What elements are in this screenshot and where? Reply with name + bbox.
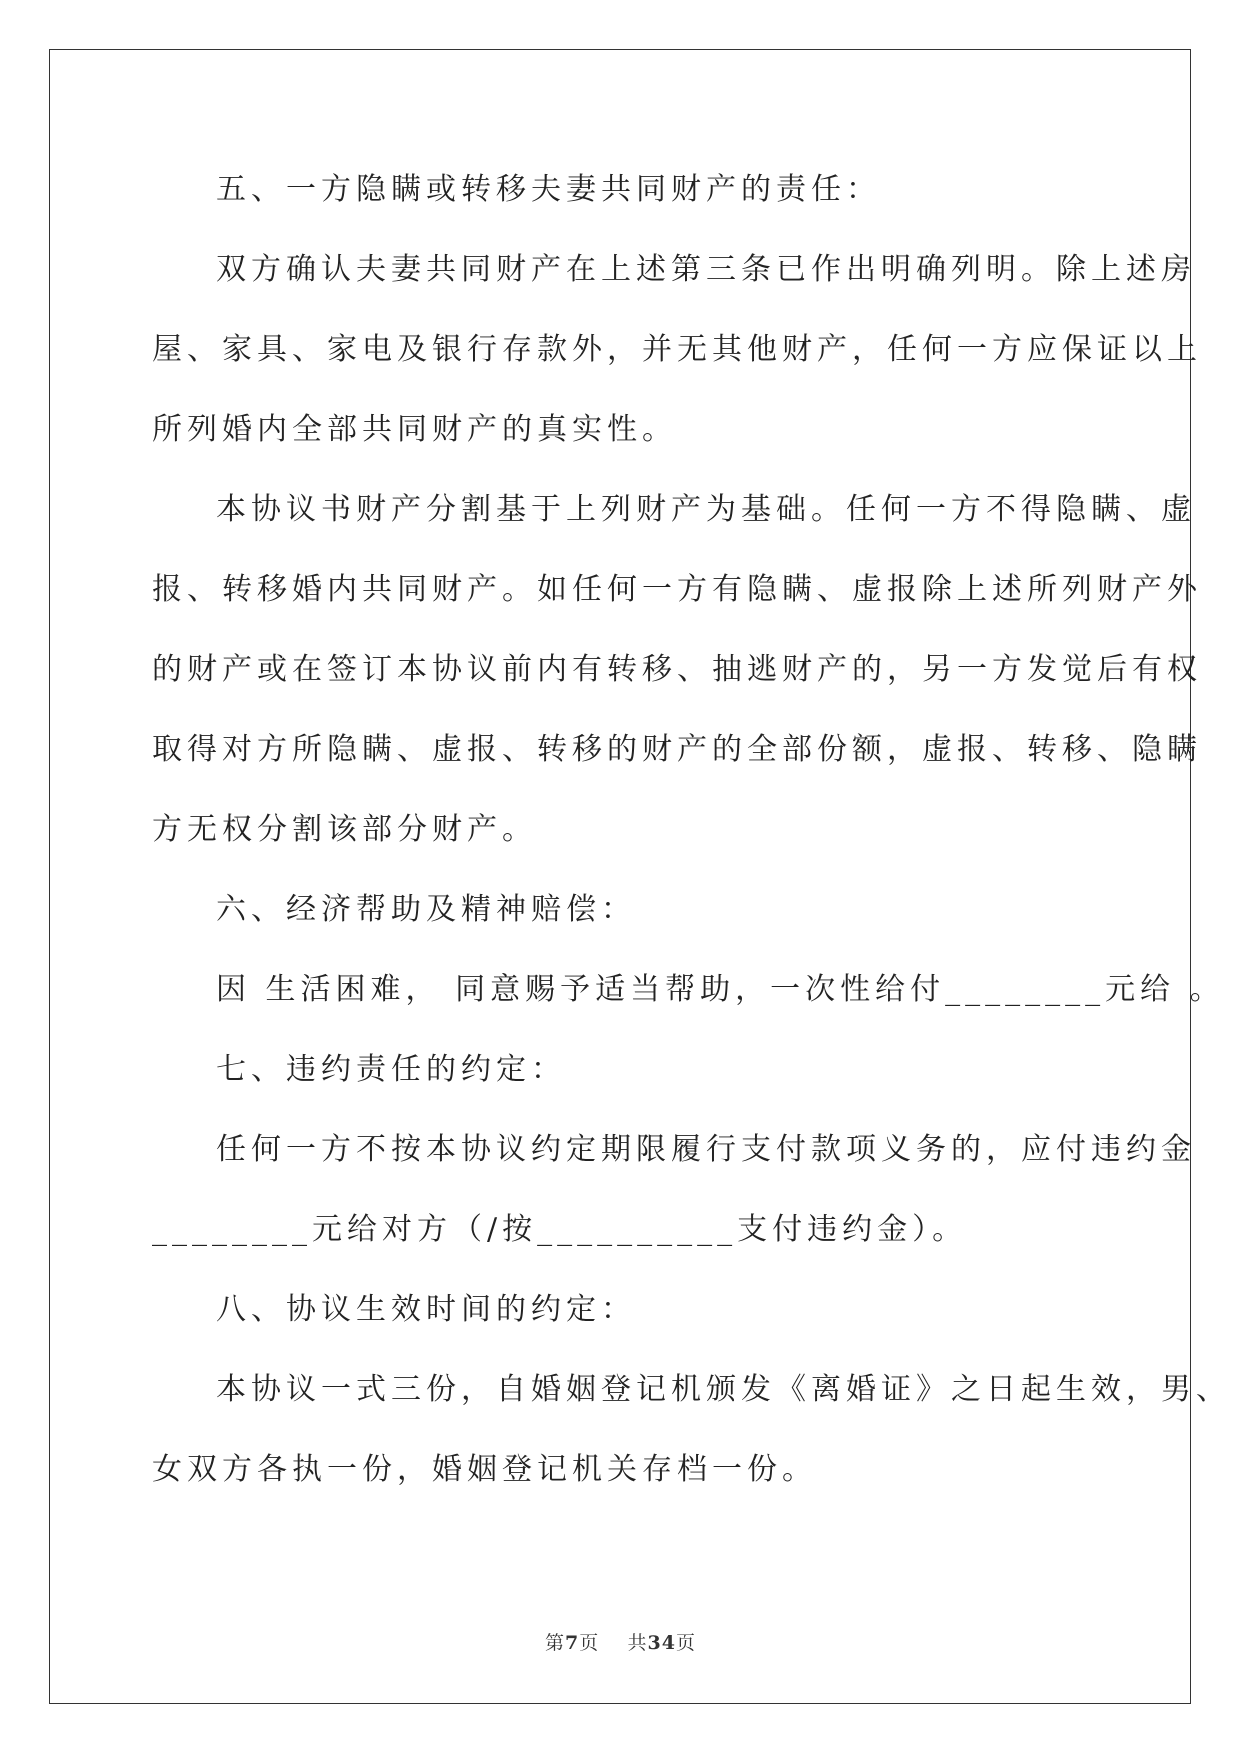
document-body <box>152 160 1231 1520</box>
paragraph-line: 报、转移婚内共同财产。如任何一方有隐瞒、虚报除上述所列财产外 <box>152 572 1202 607</box>
footer-total-pages: 34 <box>647 1632 676 1654</box>
section-heading-7: 七、违约责任的约定： <box>216 1052 566 1087</box>
paragraph-line: 任何一方不按本协议约定期限履行支付款项义务的，应付违约金 <box>216 1132 1196 1167</box>
footer-total-unit: 页 <box>675 1632 696 1654</box>
paragraph-line: 方无权分割该部分财产。 <box>152 812 537 847</box>
paragraph-line: 双方确认夫妻共同财产在上述第三条已作出明确列明。除上述房 <box>216 252 1196 287</box>
paragraph-line: 取得对方所隐瞒、虚报、转移的财产的全部份额，虚报、转移、隐瞒 <box>152 732 1202 767</box>
paragraph-line: 屋、家具、家电及银行存款外，并无其他财产，任何一方应保证以上 <box>152 332 1202 367</box>
paragraph-line: 的财产或在签订本协议前内有转移、抽逃财产的，另一方发觉后有权 <box>152 652 1202 687</box>
paragraph-line: ________元给对方（/按__________支付违约金）。 <box>152 1212 968 1247</box>
paragraph-line: 所列婚内全部共同财产的真实性。 <box>152 412 677 447</box>
footer-total-prefix: 共 <box>627 1632 648 1654</box>
footer-page-unit: 页 <box>579 1632 600 1654</box>
paragraph-line: 女双方各执一份，婚姻登记机关存档一份。 <box>152 1452 817 1487</box>
paragraph-line: 因 生活困难， 同意赐予适当帮助，一次性给付________元给 。 <box>216 972 1225 1007</box>
paragraph-line: 本协议书财产分割基于上列财产为基础。任何一方不得隐瞒、虚 <box>216 492 1196 527</box>
paragraph-line: 本协议一式三份，自婚姻登记机颁发《离婚证》之日起生效，男、 <box>216 1372 1231 1407</box>
footer-prefix: 第 <box>545 1632 566 1654</box>
footer-current-page: 7 <box>565 1632 580 1654</box>
section-heading-5: 五、一方隐瞒或转移夫妻共同财产的责任： <box>216 172 881 207</box>
section-heading-6: 六、经济帮助及精神赔偿： <box>216 892 636 927</box>
page-footer <box>0 1628 1241 1655</box>
section-heading-8: 八、协议生效时间的约定： <box>216 1292 636 1327</box>
